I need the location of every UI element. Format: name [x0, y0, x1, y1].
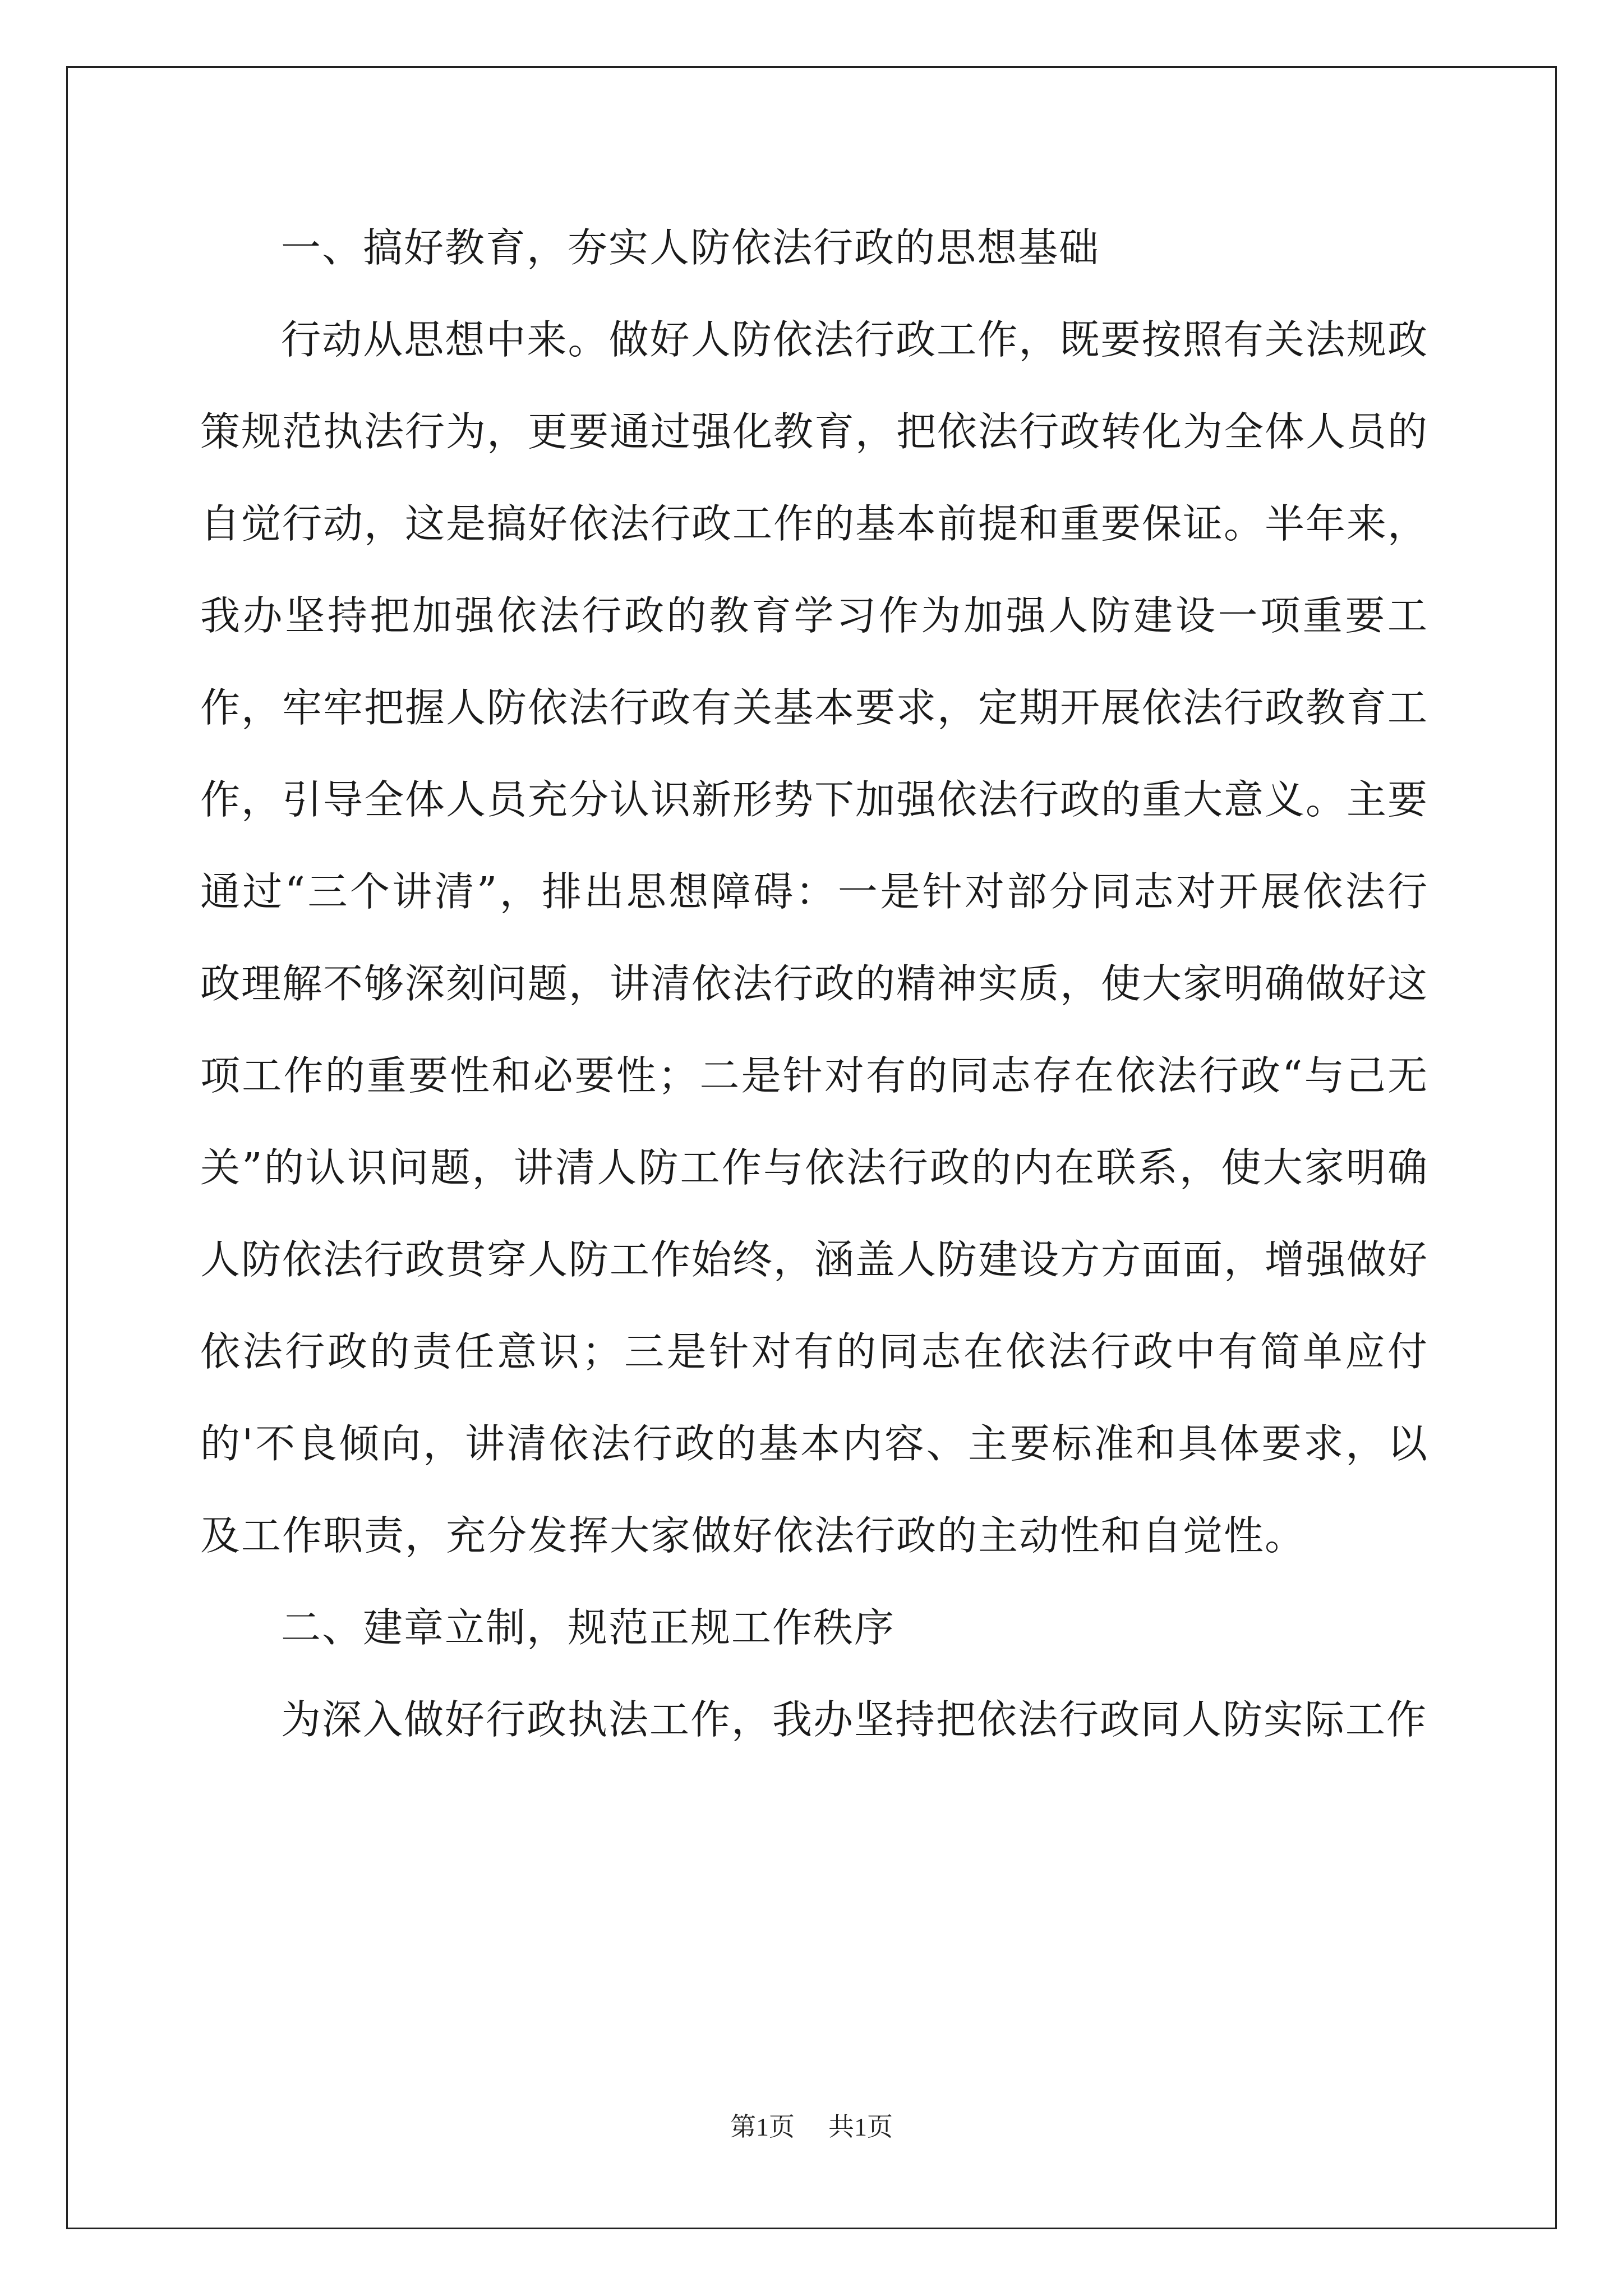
section-heading-2: 二、建章立制，规范正规工作秩序: [281, 1604, 896, 1651]
page-number: 第1页: [730, 2113, 795, 2141]
page-total: 共1页: [828, 2113, 893, 2141]
body-paragraph-2: 为深入做好行政执法工作，我办坚持把依法行政同人防实际工作: [281, 1696, 1428, 1743]
body-paragraph-1: 行动从思想中来。做好人防依法行政工作，既要按照有关法规政策规范执法行为，更要通过强化教育，把依法行政转化为全体人员的自觉行动，这是搞好依法行政工作的基本前提和重要保证。半年来，我办坚持把加强依法行政的教育学习作为加强人防建设一项重要工作，牢牢把握人防依法行政有关基本要求，定期开展依法行政教育工作，引导全体人员充分认识新形势下加强依法行政的重大意义。主要通过“三个讲清”，排出思想障碍：一是针对部分同志对开展依法行政理解不够深刻问题，讲清依法行政的精神实质，使大家明确做好这项工作的重要性和必要性；二是针对有的同志存在依法行政“与己无关”的认识问题，讲清人防工作与依法行政的内在联系，使大家明确人防依法行政贯穿人防工作始终，涵盖人防建设方方面面，增强做好依法行政的责任意识；三是针对有的同志在依法行政中有简单应付的'不良倾向，讲清依法行政的基本内容、主要标准和具体要求，以及工作职责，充分发挥大家做好依法行政的主动性和自觉性。: [200, 316, 1429, 1559]
section-heading-1: 一、搞好教育，夯实人防依法行政的思想基础: [281, 224, 1100, 271]
document-body: [200, 202, 1428, 1766]
page-footer: [0, 2110, 1623, 2144]
